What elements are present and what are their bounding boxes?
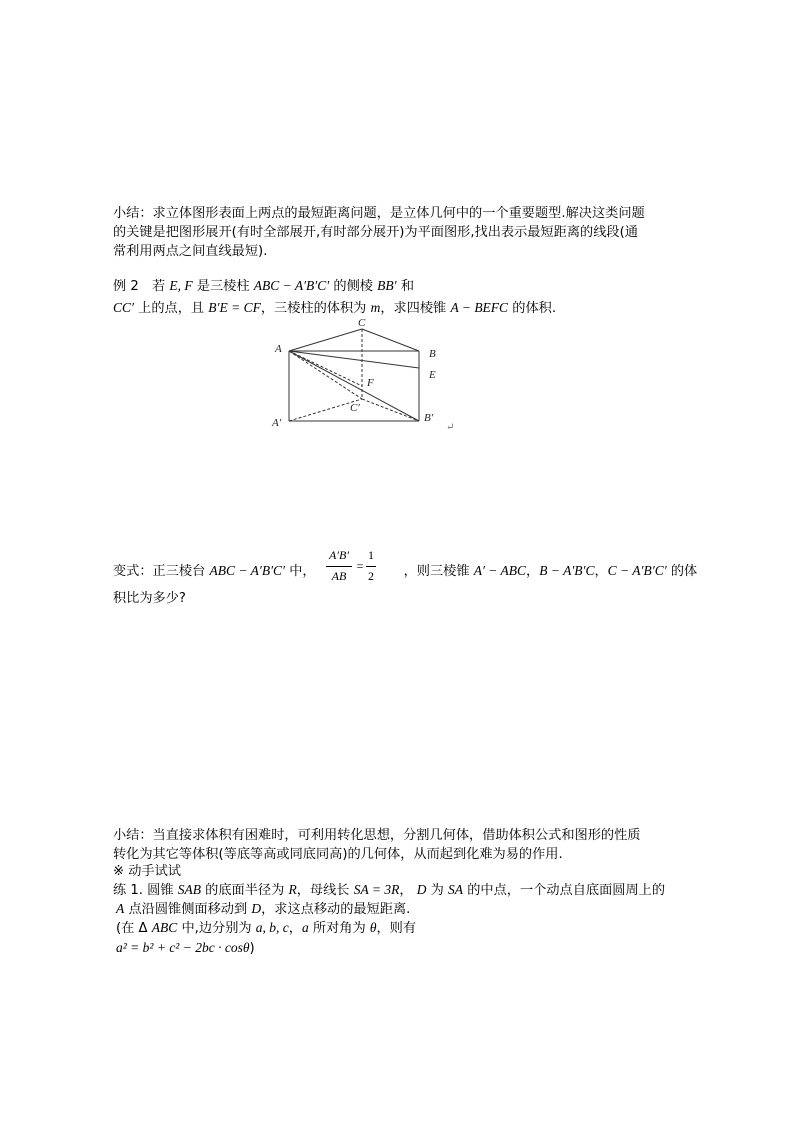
half-bar	[366, 566, 376, 567]
label-C: C	[358, 317, 366, 329]
label-E: E	[429, 369, 436, 381]
math: BB′	[377, 278, 397, 293]
edge-AE	[289, 351, 419, 368]
text: ，	[288, 921, 302, 936]
text: ，	[526, 564, 540, 579]
text: ，	[594, 564, 608, 579]
text: ，求四棱锥	[380, 301, 451, 316]
text: 点沿圆锥侧面移动到	[124, 902, 252, 917]
return-mark: ↵	[446, 422, 455, 433]
edge-CpBp	[362, 399, 419, 421]
math: θ	[369, 920, 377, 935]
half-den: 2	[368, 569, 374, 583]
math: CC′	[113, 300, 134, 315]
formula: a² = b² + c² − 2bc · cosθ	[116, 940, 250, 955]
math: A − BEFC	[450, 300, 509, 315]
math: SAB	[177, 882, 201, 897]
text: 中，	[285, 564, 316, 579]
math: E, F	[169, 278, 193, 293]
label-B: B	[429, 348, 436, 360]
math: ABC − A′B′C′	[209, 563, 285, 578]
math: a	[301, 920, 309, 935]
math: A	[116, 901, 125, 916]
math: ABC	[151, 920, 178, 935]
math: ABC − A′B′C′	[253, 278, 330, 293]
text: 上的点，且	[133, 301, 209, 316]
example2-line1	[113, 276, 414, 296]
math: SA	[448, 882, 464, 897]
edge-CB	[362, 329, 419, 351]
summary1-line3: 常利用两点之间直线最短).	[113, 244, 268, 259]
practice1-line1	[113, 880, 665, 900]
label-F: F	[367, 377, 374, 389]
practice1-hint-line1	[116, 918, 416, 938]
text: 所对角为	[308, 921, 370, 936]
math: R	[288, 882, 297, 897]
text: 为	[426, 883, 449, 898]
text: 练 1. 圆锥	[113, 883, 178, 898]
edge-ApCp	[289, 399, 362, 421]
summary2-line1: 小结：当直接求体积有困难时，可利用转化思想，分割几何体，借助体积公式和图形的性质	[113, 828, 641, 843]
summary2-line2: 转化为其它等体积(等底等高或同底同高)的几何体，从而起到化难为易的作用.	[113, 847, 563, 862]
practice1-hint-line2	[116, 938, 255, 958]
text: 的底面半径为	[200, 883, 289, 898]
math: m	[370, 300, 381, 315]
math: A′ − ABC	[473, 563, 527, 578]
text: 例 2 若	[113, 279, 170, 294]
text: ，	[399, 883, 417, 898]
text: 中,边分别为	[177, 921, 256, 936]
text: )	[249, 941, 255, 956]
label-Bp: B′	[424, 412, 434, 424]
math: B′E = CF	[208, 300, 261, 315]
frac-den: AB	[331, 569, 347, 583]
text: 的中点，一个动点自底面圆周上的	[463, 883, 666, 898]
text: ，则有	[376, 921, 417, 936]
math: B − A′B′C	[539, 563, 595, 578]
math: a, b, c	[255, 920, 289, 935]
label-Cp: C′	[350, 402, 360, 414]
math: D	[416, 882, 427, 897]
summary2-line3: ※ 动手试试	[113, 864, 181, 879]
text: 和	[396, 279, 415, 294]
math: SA = 3R	[353, 882, 400, 897]
half-num: 1	[368, 548, 374, 562]
text: ，则三棱锥	[403, 564, 474, 579]
text: (在 Δ	[116, 921, 152, 936]
edge-ABp	[289, 351, 419, 421]
variant-line1	[113, 561, 697, 581]
math: C − A′B′C′	[607, 563, 667, 578]
label-A: A	[275, 343, 282, 355]
edge-AF	[289, 351, 362, 386]
frac-bar	[326, 566, 352, 567]
edge-ACp	[289, 351, 362, 399]
summary1-line2: 的关键是把图形展开(有时全部展开,有时部分展开)为平面图形,找出表示最短距离的线段(通	[113, 225, 638, 240]
text: 是三棱柱	[192, 279, 254, 294]
practice1-line2	[116, 899, 410, 919]
text: ，母线长	[296, 883, 354, 898]
text: 变式：正三棱台	[113, 564, 210, 579]
frac-eq: =	[356, 559, 364, 573]
text: ，求这点移动的最短距离.	[261, 902, 411, 917]
math: D	[251, 901, 262, 916]
example2-line2	[113, 298, 556, 318]
edge-AC	[289, 329, 362, 351]
frac-num: A′B′	[329, 548, 349, 562]
text: ，三棱柱的体积为	[260, 301, 371, 316]
text: 的体积.	[508, 301, 557, 316]
text: 的侧棱	[329, 279, 378, 294]
summary1-line1: 小结：求立体图形表面上两点的最短距离问题，是立体几何中的一个重要题型.解决这类问题	[113, 206, 645, 221]
text: 的体	[666, 564, 698, 579]
label-Ap: A′	[272, 417, 282, 429]
variant-line2: 积比为多少?	[113, 591, 186, 606]
